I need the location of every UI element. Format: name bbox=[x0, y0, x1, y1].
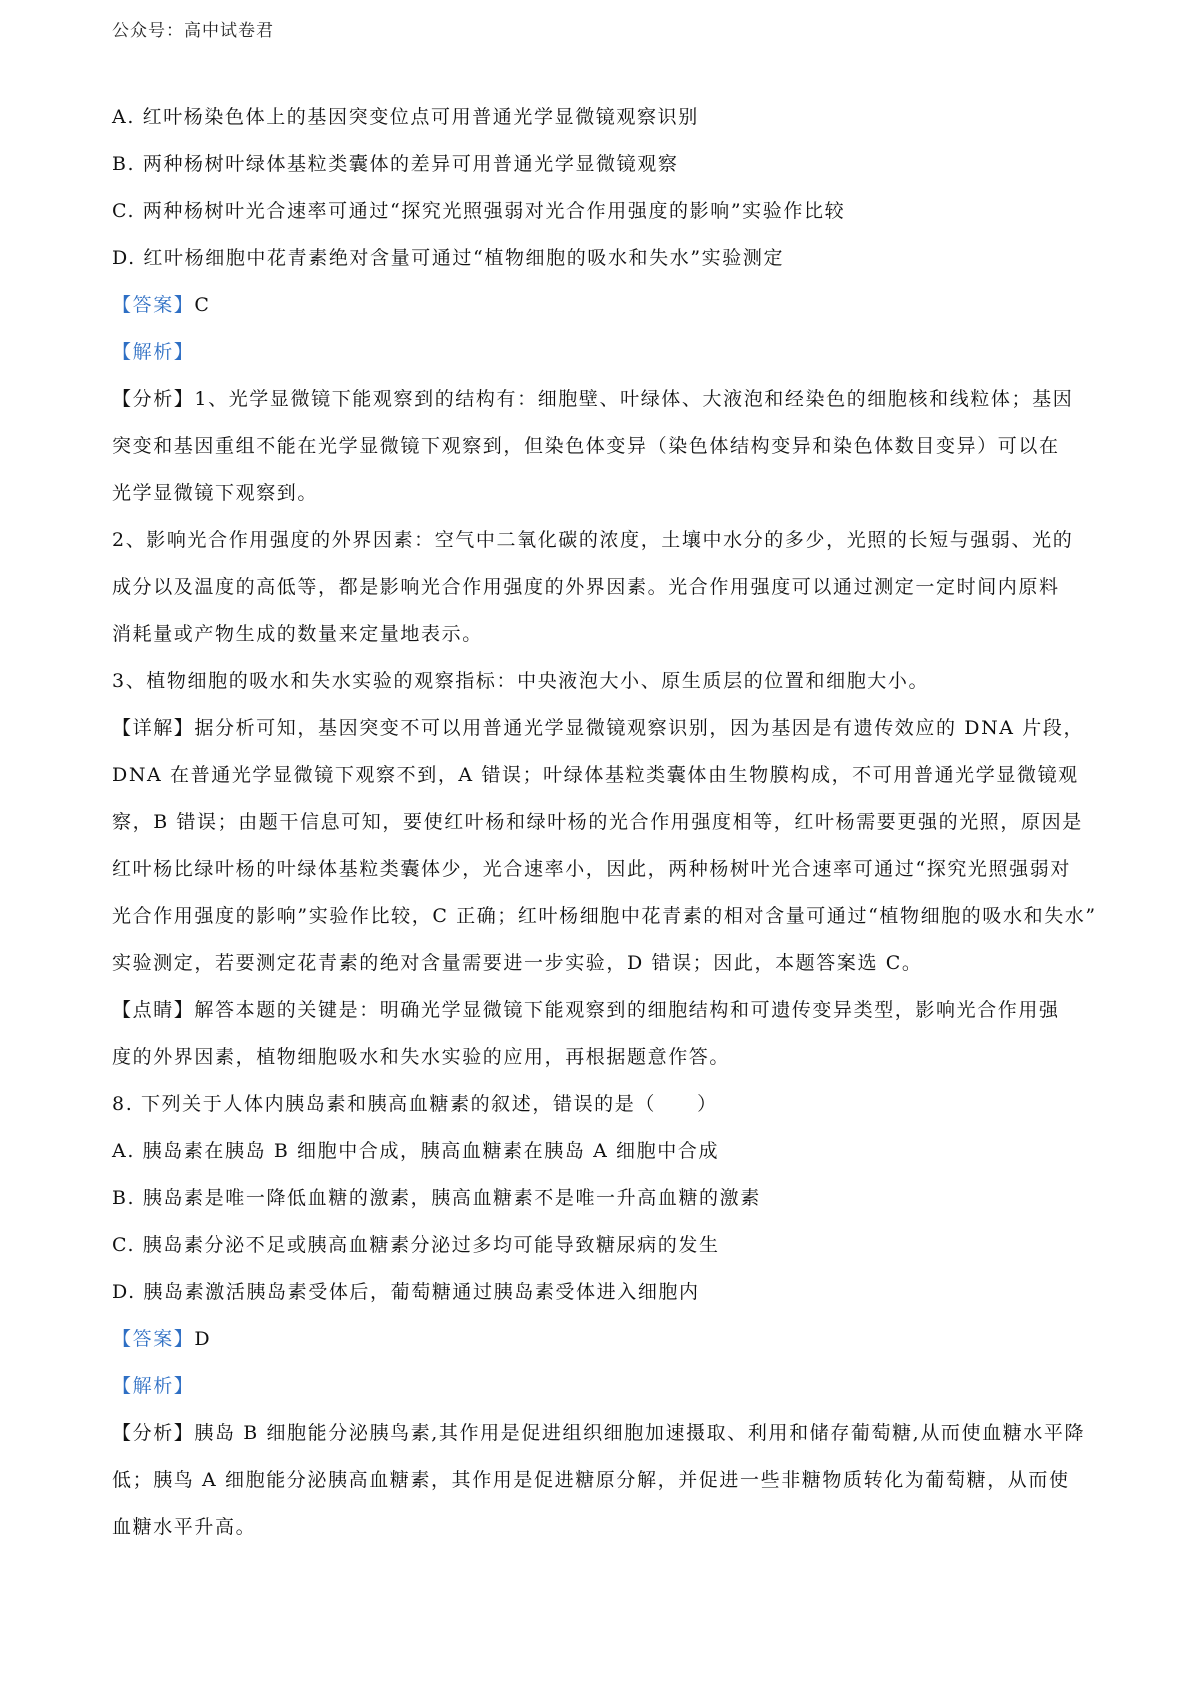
q7-answer bbox=[112, 282, 1098, 329]
q7-body-line: 光学显微镜下观察到。 bbox=[112, 482, 319, 504]
q8-body-line: 低；胰鸟 A 细胞能分泌胰高血糖素，其作用是促进糖原分解，并促进一些非糖物质转化为葡萄糖，从而使 bbox=[112, 1469, 1070, 1491]
q8-option-d: D. 胰岛素激活胰岛素受体后，葡萄糖通过胰岛素受体进入细胞内 bbox=[112, 1281, 700, 1303]
q7-analysis-label: 【解析】 bbox=[112, 341, 195, 363]
q8-option-c: C. 胰岛素分泌不足或胰高血糖素分泌过多均可能导致糖尿病的发生 bbox=[112, 1234, 720, 1256]
q8-stem: 8. 下列关于人体内胰岛素和胰高血糖素的叙述，错误的是（ ） bbox=[112, 1093, 718, 1115]
q7-body-line: 度的外界因素，植物细胞吸水和失水实验的应用，再根据题意作答。 bbox=[112, 1046, 731, 1068]
answer-label: 【答案】 bbox=[112, 294, 195, 316]
q8-answer bbox=[112, 1316, 1098, 1363]
page-header-source: 公众号：高中试卷君 bbox=[112, 21, 274, 41]
q7-body-line: 实验测定，若要测定花青素的绝对含量需要进一步实验，D 错误；因此，本题答案选 C。 bbox=[112, 952, 923, 974]
answer-value: C bbox=[194, 294, 211, 316]
q7-body-line: 光合作用强度的影响”实验作比较，C 正确；红叶杨细胞中花青素的相对含量可通过“植物细胞的吸水和失水” bbox=[112, 905, 1097, 927]
q7-body-line: DNA 在普通光学显微镜下观察不到，A 错误；叶绿体基粒类囊体由生物膜构成，不可用普通光学显微镜观 bbox=[112, 764, 1079, 786]
q7-body-line: 3、植物细胞的吸水和失水实验的观察指标：中央液泡大小、原生质层的位置和细胞大小。 bbox=[112, 670, 930, 692]
q7-option-c: C. 两种杨树叶光合速率可通过“探究光照强弱对光合作用强度的影响”实验作比较 bbox=[112, 200, 846, 222]
q8-option-a: A. 胰岛素在胰岛 B 细胞中合成，胰高血糖素在胰岛 A 细胞中合成 bbox=[112, 1140, 720, 1162]
q7-body-line: 红叶杨比绿叶杨的叶绿体基粒类囊体少，光合速率小，因此，两种杨树叶光合速率可通过“探究光照强弱对 bbox=[112, 858, 1071, 880]
q7-body-line: 成分以及温度的高低等，都是影响光合作用强度的外界因素。光合作用强度可以通过测定一定时间内原料 bbox=[112, 576, 1060, 598]
q7-body-line: 【分析】1、光学显微镜下能观察到的结构有：细胞壁、叶绿体、大液泡和经染色的细胞核和线粒体；基因 bbox=[112, 388, 1074, 410]
q7-body-line: 【详解】据分析可知，基因突变不可以用普通光学显微镜观察识别，因为基因是有遗传效应的 DNA 片段， bbox=[112, 717, 1085, 739]
q7-option-a: A. 红叶杨染色体上的基因突变位点可用普通光学显微镜观察识别 bbox=[112, 106, 699, 128]
q7-body-line: 2、影响光合作用强度的外界因素：空气中二氧化碳的浓度，土壤中水分的多少，光照的长短与强弱、光的 bbox=[112, 529, 1074, 551]
q8-option-b: B. 胰岛素是唯一降低血糖的激素，胰高血糖素不是唯一升高血糖的激素 bbox=[112, 1187, 761, 1209]
q8-analysis-label: 【解析】 bbox=[112, 1375, 195, 1397]
q7-option-b: B. 两种杨树叶绿体基粒类囊体的差异可用普通光学显微镜观察 bbox=[112, 153, 679, 175]
document-body bbox=[112, 94, 1098, 1551]
q8-body-line: 【分析】胰岛 B 细胞能分泌胰鸟素,其作用是促进组织细胞加速摄取、利用和储存葡萄糖,从而使血糖水平降 bbox=[112, 1422, 1086, 1444]
answer-label: 【答案】 bbox=[112, 1328, 195, 1350]
q7-body-line: 突变和基因重组不能在光学显微镜下观察到，但染色体变异（染色体结构变异和染色体数目变异）可以在 bbox=[112, 435, 1060, 457]
q7-body-line: 察，B 错误；由题干信息可知，要使红叶杨和绿叶杨的光合作用强度相等，红叶杨需要更强的光照，原因是 bbox=[112, 811, 1083, 833]
q7-body-line: 消耗量或产物生成的数量来定量地表示。 bbox=[112, 623, 483, 645]
q8-body-line: 血糖水平升高。 bbox=[112, 1516, 257, 1538]
q7-option-d: D. 红叶杨细胞中花青素绝对含量可通过“植物细胞的吸水和失水”实验测定 bbox=[112, 247, 785, 269]
q7-body-line: 【点睛】解答本题的关键是：明确光学显微镜下能观察到的细胞结构和可遗传变异类型，影响光合作用强 bbox=[112, 999, 1060, 1021]
answer-value: D bbox=[194, 1328, 212, 1350]
